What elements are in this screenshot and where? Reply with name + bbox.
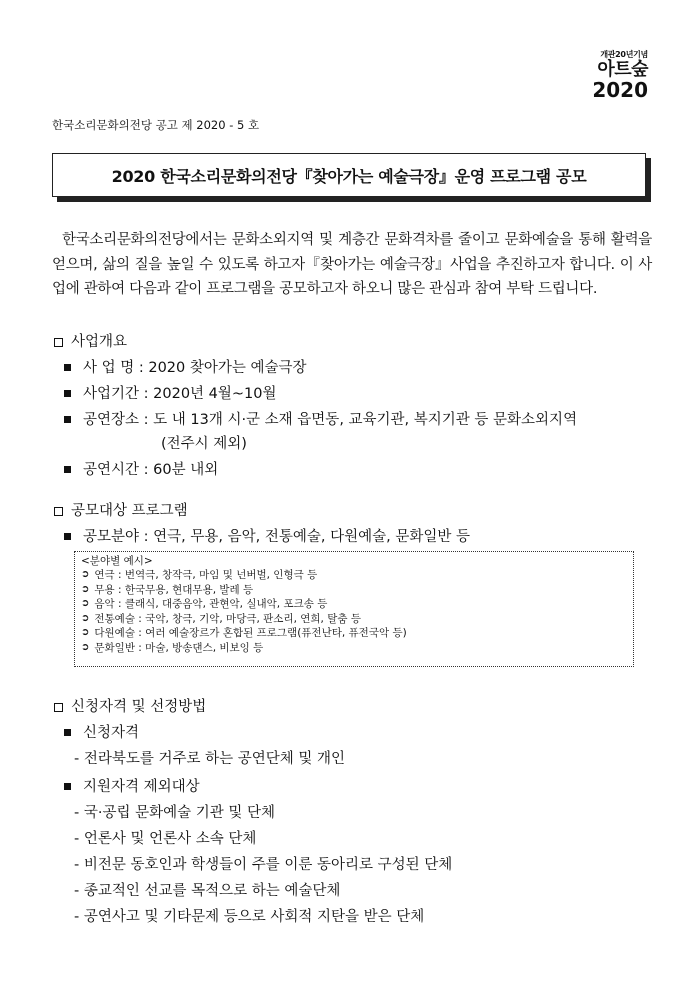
targets-heading-text: 공모대상 프로그램 [71, 503, 188, 519]
example-text: 음악 : 클래식, 대중음악, 관현악, 실내악, 포크송 등 [94, 598, 328, 611]
targets-field-label: 공모분야 : [83, 529, 154, 545]
exclude-item: - 종교적인 선교를 목적으로 하는 예술단체 [74, 883, 341, 899]
overview-item-value: 도 내 13개 시·군 소재 읍면동, 교육기관, 복지기관 등 문화소외지역 [153, 412, 578, 428]
eligibility-heading [52, 696, 652, 718]
overview-item-label: 공연시간 : [83, 462, 154, 478]
logo-name: 아트숲 [597, 59, 648, 80]
intro-paragraph [52, 228, 652, 302]
square-bullet-icon [64, 364, 71, 371]
example-item [81, 641, 627, 656]
overview-heading-text: 사업개요 [71, 334, 128, 350]
title-box [52, 153, 646, 197]
checkbox-square-icon [54, 338, 63, 347]
arrow-right-icon: ➲ [81, 569, 90, 580]
overview-item-label: 사 업 명 : [83, 360, 149, 376]
notice-number: 한국소리문화의전당 공고 제 2020 - 5 호 [52, 118, 260, 132]
eligibility-section [52, 696, 652, 928]
example-item [81, 612, 627, 627]
overview-item-value: 2020 찾아가는 예술극장 [148, 360, 307, 376]
overview-heading [52, 331, 652, 353]
example-item [81, 597, 627, 612]
arrow-right-icon: ➲ [81, 612, 90, 624]
exclude-item: - 언론사 및 언론사 소속 단체 [74, 831, 257, 847]
overview-item [64, 357, 652, 379]
exclude-heading [64, 776, 652, 798]
checkbox-square-icon [54, 703, 63, 712]
overview-item-cont-text: (전주시 제외) [161, 436, 247, 452]
example-text: 전통예술 : 국악, 창극, 기악, 마당극, 판소리, 연희, 탈춤 등 [94, 612, 361, 625]
example-item [81, 583, 627, 598]
example-item [81, 568, 627, 583]
square-bullet-icon [64, 533, 71, 540]
overview-item-label: 사업기간 : [83, 386, 154, 402]
overview-item-label: 공연장소 : [83, 412, 154, 428]
overview-item [64, 409, 652, 431]
exclude-item: - 공연사고 및 기타문제 등으로 사회적 지탄을 받은 단체 [74, 909, 425, 925]
eligibility-heading-text: 신청자격 및 선정방법 [71, 699, 207, 715]
square-bullet-icon [64, 416, 71, 423]
examples-title: <분야별 예시> [81, 555, 153, 567]
page-title: 2020 한국소리문화의전당『찾아가는 예술극장』운영 프로그램 공모 [111, 166, 587, 186]
checkbox-square-icon [54, 507, 63, 516]
square-bullet-icon [64, 390, 71, 397]
square-bullet-icon [64, 729, 71, 736]
examples-box [74, 551, 634, 667]
exclude-item: - 비전문 동호인과 학생들이 주를 이룬 동아리로 구성된 단체 [74, 857, 453, 873]
qualify-heading-text: 신청자격 [83, 725, 140, 741]
arrow-right-icon: ➲ [81, 583, 90, 595]
overview-section [52, 331, 652, 481]
overview-item-value: 60분 내외 [153, 462, 219, 478]
arrow-right-icon: ➲ [81, 627, 90, 639]
logo-caption: 개관20년기념 [600, 50, 648, 59]
square-bullet-icon [64, 466, 71, 473]
anniversary-logo [592, 50, 648, 100]
arrow-right-icon: ➲ [81, 598, 90, 610]
targets-field [64, 526, 652, 548]
targets-section [52, 500, 652, 548]
targets-heading [52, 500, 652, 522]
example-text: 무용 : 한국무용, 현대무용, 발레 등 [94, 583, 254, 596]
example-text: 다원예술 : 여러 예술장르가 혼합된 프로그램(퓨전난타, 퓨전국악 등) [94, 627, 407, 640]
qualify-item: - 전라북도를 거주로 하는 공연단체 및 개인 [74, 751, 346, 767]
overview-item [64, 383, 652, 405]
square-bullet-icon [64, 783, 71, 790]
overview-item-value: 2020년 4월~10월 [153, 386, 277, 402]
example-text: 문화일반 : 마술, 방송댄스, 비보잉 등 [94, 641, 264, 654]
exclude-item: - 국·공립 문화예술 기관 및 단체 [74, 805, 275, 821]
targets-field-value: 연극, 무용, 음악, 전통예술, 다원예술, 문화일반 등 [153, 529, 470, 545]
logo-year: 2020 [592, 78, 648, 102]
qualify-heading [64, 722, 652, 744]
example-item [81, 626, 627, 641]
example-text: 연극 : 번역극, 창작극, 마임 및 넌버벌, 인형극 등 [94, 569, 318, 581]
overview-item [64, 459, 652, 481]
arrow-right-icon: ➲ [81, 641, 90, 653]
intro-text: 한국소리문화의전당에서는 문화소외지역 및 계층간 문화격차를 줄이고 문화예술을 통해 활력을 얻으며, 삶의 질을 높일 수 있도록 하고자『찾아가는 예술극장』사업을 추진하고자 합니다. 이 사업에 관하여 다음과 같이 프로그램을 공모하고자 하오니 많은 관심과 참여 부탁 드립니다. [52, 232, 652, 297]
overview-item-continuation [64, 433, 652, 455]
exclude-heading-text: 지원자격 제외대상 [83, 779, 200, 795]
